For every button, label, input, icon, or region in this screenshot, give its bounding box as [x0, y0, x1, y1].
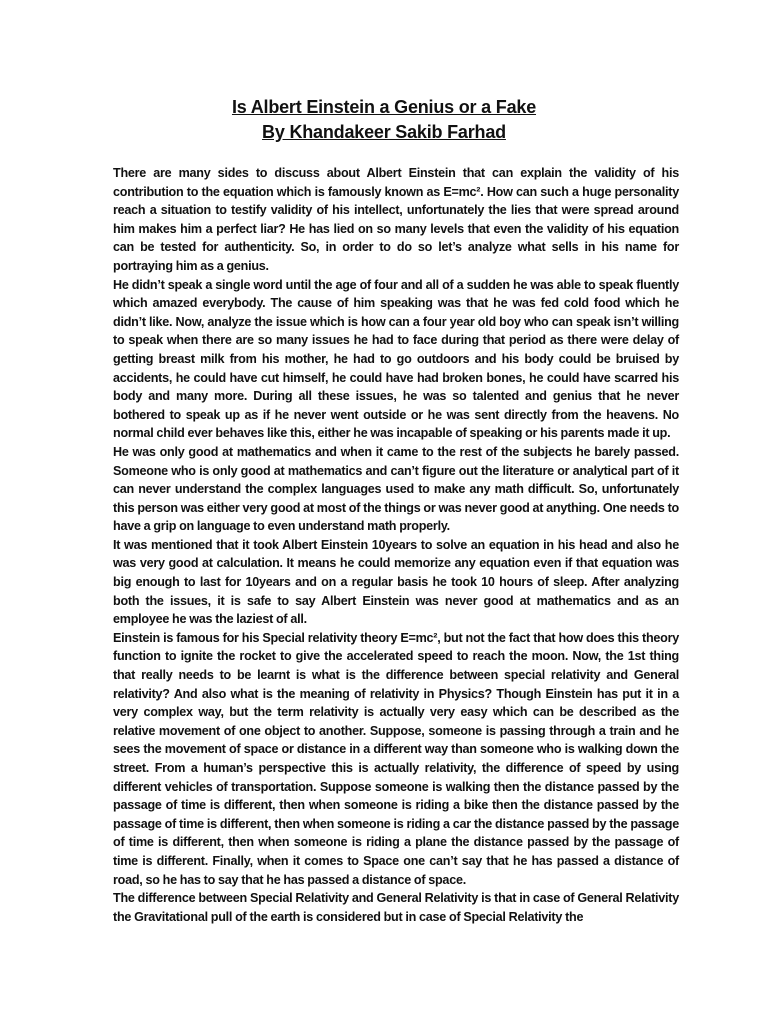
- paragraph: He didn’t speak a single word until the age of four and all of a sudden he was able to speak fluently which amazed everybody. The cause of him speaking was that he was fed cold food which he didn’t like. Now, analyze the issue which is how can a four year old boy who can speak isn’t willing to speak when there are so many issues he had to face during that period as there were delay of getting breast milk from his mother, he had to go outdoors and his body could be bruised by accidents, he could have cut himself, he could have had broken bones, he could have scarred his body and many more. During all these issues, he was so talented and genius that he never bothered to speak up as if he never went outside or he was sent directly from the heavens. No normal child ever behaves like this, either he was incapable of speaking or his parents made it up.: [113, 277, 679, 441]
- document-body: [113, 164, 679, 926]
- paragraph: Einstein is famous for his Special relativity theory E=mc², but not the fact that how does this theory function to ignite the rocket to give the accelerated speed to reach the moon. Now, the 1st thing that really needs to be learnt is what is the difference between special relativity and General relativity? And also what is the meaning of relativity in Physics? Though Einstein has put it in a very complex way, but the term relativity is actually very easy which can be described as the relative movement of one object to another. Suppose, someone is passing through a train and he sees the movement of space or distance in a different way than someone who is walking down the street. From a human’s perspective this is actually relativity, the difference of speed by using different vehicles of transportation. Suppose someone is walking then the distance passed by the passage of time is different, then when someone is riding a bike then the distance passed by the passage of time is different, then when someone is riding a car the distance passed by the passage of time is different, then when someone is riding a plane the distance passed by the passage of time is different. Finally, when it comes to Space one can’t say that he has passed a distance of road, so he has to say that he has passed a distance of space.: [113, 630, 679, 887]
- title-block: [0, 95, 768, 145]
- paragraph: There are many sides to discuss about Albert Einstein that can explain the validity of his contribution to the equation which is famously known as E=mc². How can such a huge personality reach a situation to testify validity of his intellect, unfortunately the lies that were spread around him makes him a perfect liar? He has lied on so many levels that even the validity of his equation can be tested for authenticity. So, in order to do so let’s analyze what sells in his name for portraying him as a genius.: [113, 166, 679, 273]
- document-title: Is Albert Einstein a Genius or a Fake: [231, 97, 537, 117]
- paragraph: The difference between Special Relativity and General Relativity is that in case of General Relativity the Gravitational pull of the earth is considered but in case of Special Relativity the: [113, 891, 679, 924]
- paragraph: It was mentioned that it took Albert Einstein 10years to solve an equation in his head and also he was very good at calculation. It means he could memorize any equation even if that equation was big enough to last for 10years and on a regular basis he took 10 hours of sleep. After analyzing both the issues, it is safe to say Albert Einstein was never good at mathematics and as an employee he was the laziest of all.: [113, 537, 679, 627]
- document-byline: By Khandakeer Sakib Farhad: [262, 122, 506, 142]
- paragraph: He was only good at mathematics and when it came to the rest of the subjects he barely passed. Someone who is only good at mathematics and can’t figure out the literature or analytical part of it can never understand the complex languages used to make any math difficult. So, unfortunately this person was either very good at most of the things or was never good at anything. One needs to have a grip on language to even understand math properly.: [113, 444, 679, 534]
